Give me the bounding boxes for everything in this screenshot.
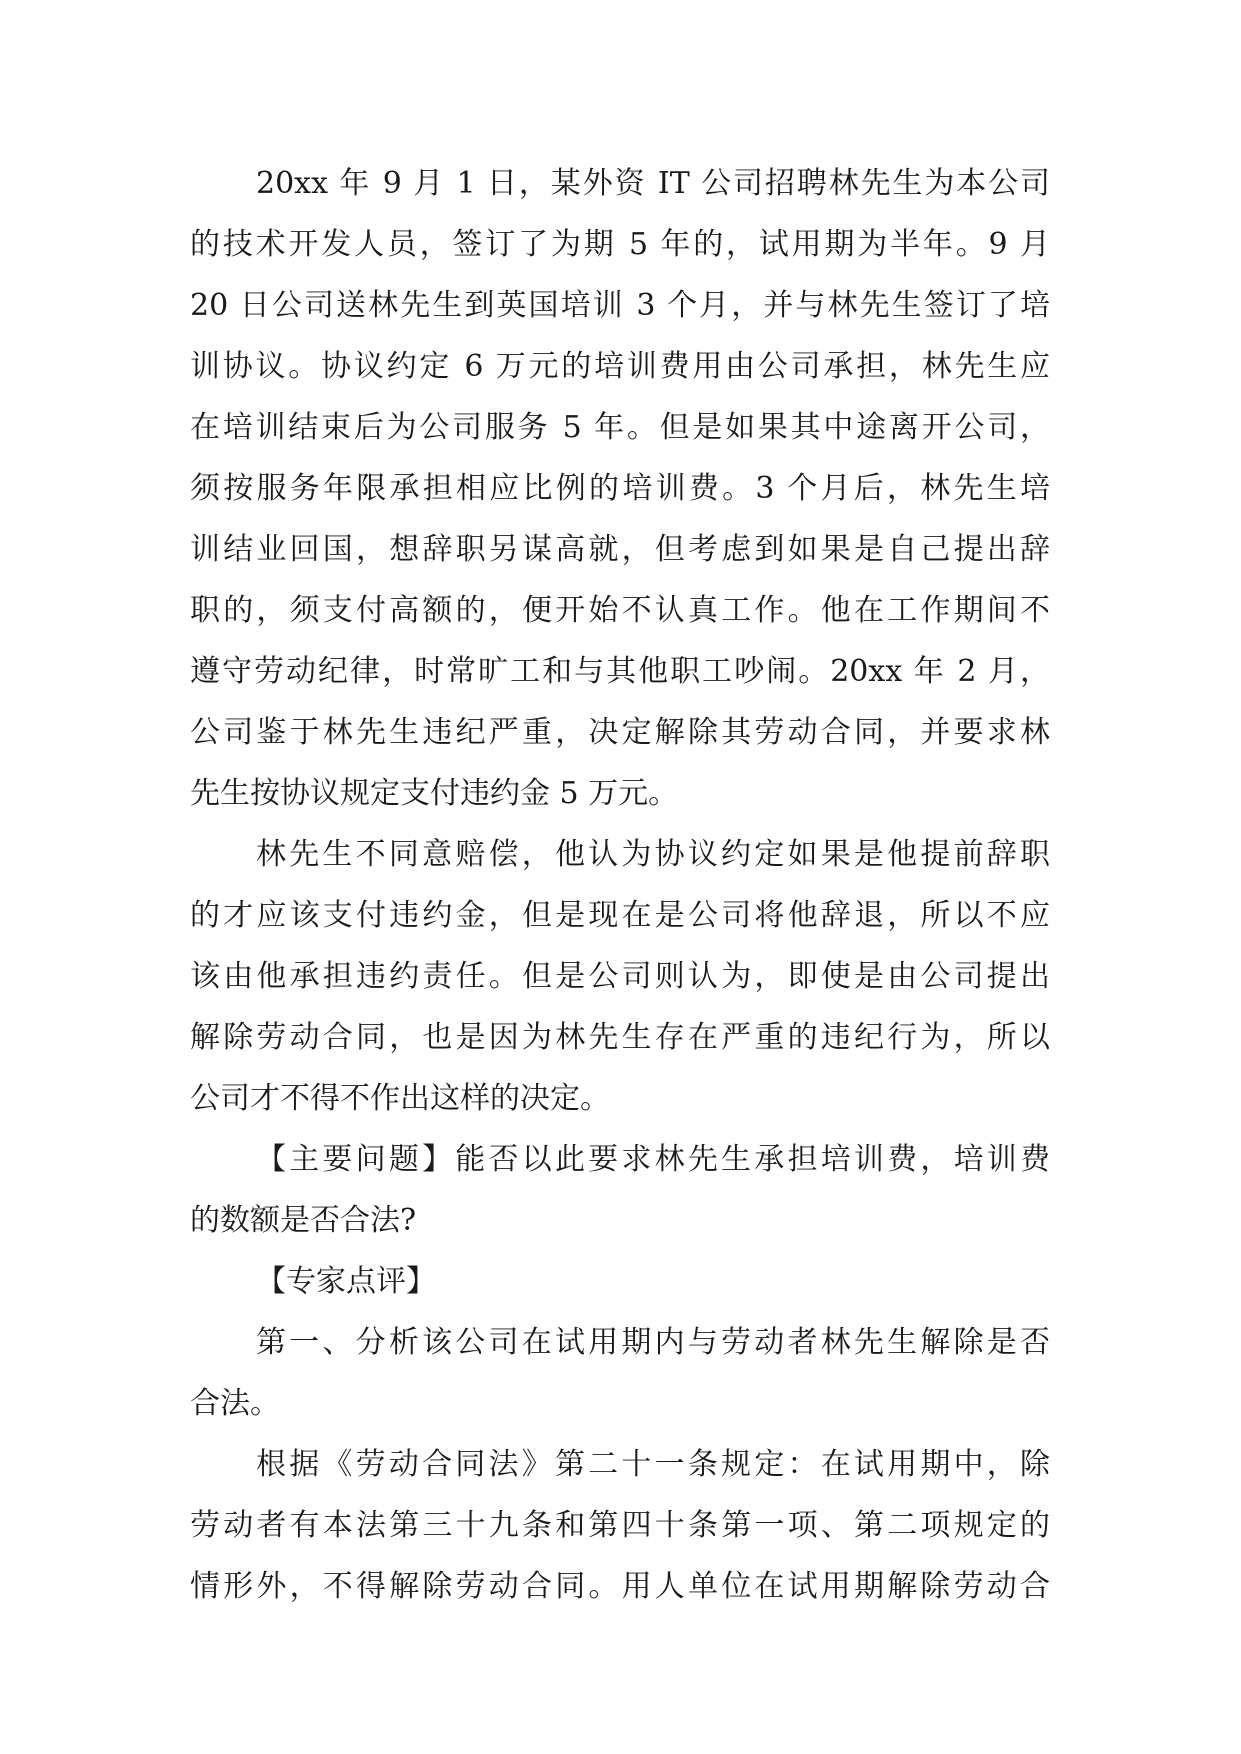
text-line: 先生按协议规定支付违约金 5 万元。: [190, 776, 679, 811]
text-line: 训协议。协议约定 6 万元的培训费用由公司承担，林先生应: [190, 349, 1050, 384]
section-heading: 【专家点评】: [256, 1264, 436, 1299]
text-line: 公司才不得不作出这样的决定。: [190, 1081, 610, 1116]
text-line: 须按服务年限承担相应比例的培训费。3 个月后，林先生培: [190, 471, 1050, 506]
text-line: 职的，须支付高额的，便开始不认真工作。他在工作期间不: [190, 593, 1050, 628]
text-line: 20 日公司送林先生到英国培训 3 个月，并与林先生签订了培: [190, 288, 1050, 323]
text-line: 的才应该支付违约金，但是现在是公司将他辞退，所以不应: [190, 898, 1050, 933]
text-line: 训结业回国，想辞职另谋高就，但考虑到如果是自己提出辞: [190, 532, 1050, 567]
text-line: 根据《劳动合同法》第二十一条规定：在试用期中，除: [256, 1447, 1050, 1482]
text-line: 第一、分析该公司在试用期内与劳动者林先生解除是否: [256, 1325, 1050, 1360]
text-line: 解除劳动合同，也是因为林先生存在严重的违纪行为，所以: [190, 1020, 1050, 1055]
text-line: 遵守劳动纪律，时常旷工和与其他职工吵闹。20xx 年 2 月，: [190, 654, 1050, 689]
text-line: 的技术开发人员，签订了为期 5 年的，试用期为半年。9 月: [190, 227, 1050, 262]
text-line: 劳动者有本法第三十九条和第四十条第一项、第二项规定的: [190, 1508, 1050, 1543]
text-line: 20xx 年 9 月 1 日，某外资 IT 公司招聘林先生为本公司: [256, 166, 1050, 201]
text-line: 【主要问题】能否以此要求林先生承担培训费，培训费: [256, 1142, 1050, 1177]
text-line: 林先生不同意赔偿，他认为协议约定如果是他提前辞职: [256, 837, 1050, 872]
text-line: 在培训结束后为公司服务 5 年。但是如果其中途离开公司，: [190, 410, 1050, 445]
text-line: 情形外，不得解除劳动合同。用人单位在试用期解除劳动合: [190, 1569, 1050, 1604]
text-line: 公司鉴于林先生违纪严重，决定解除其劳动合同，并要求林: [190, 715, 1050, 750]
text-line: 合法。: [190, 1386, 280, 1421]
text-line: 的数额是否合法?: [190, 1203, 417, 1238]
text-line: 该由他承担违约责任。但是公司则认为，即使是由公司提出: [190, 959, 1050, 994]
